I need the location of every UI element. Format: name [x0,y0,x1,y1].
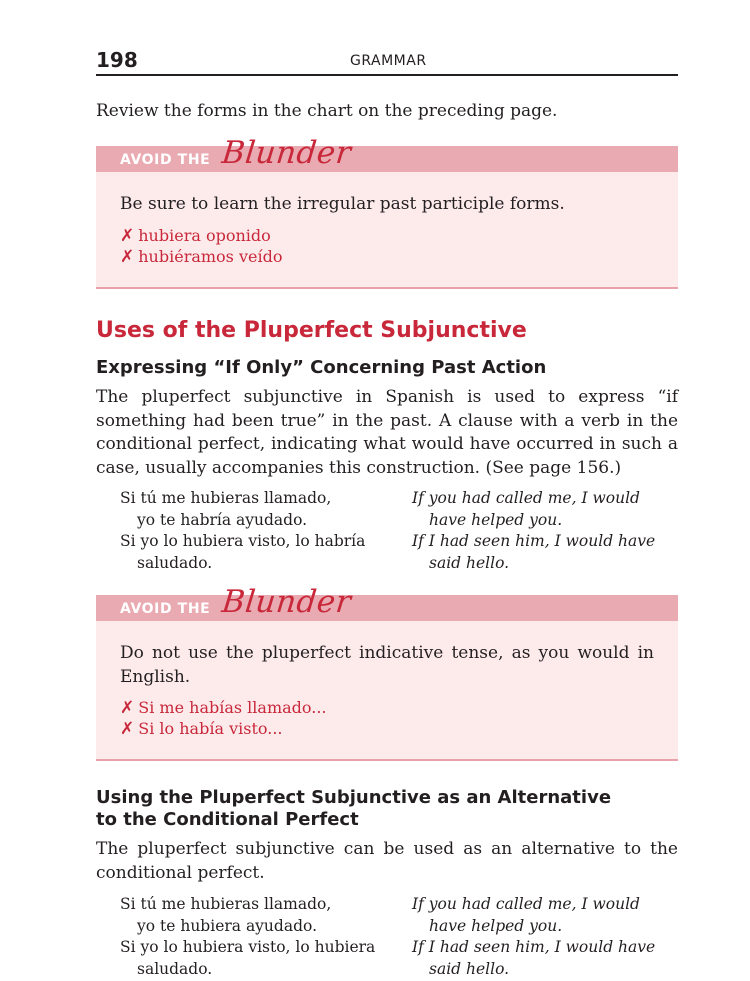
blunder-logo: Blunder [220,135,354,171]
example-english [412,937,678,980]
example-line: said hello. [429,959,510,978]
example-line: saludado. [137,959,213,978]
mistake-text: Si me habías llamado... [138,698,327,717]
example-spanish [120,488,400,531]
subsection-heading-2: Using the Pluperfect Subjunctive as an Alternative to the Conditional Perfect [96,787,612,830]
cross-mark-icon: ✗ [120,719,135,739]
mistake-item [120,226,271,246]
running-head: GRAMMAR [350,53,427,69]
example-english [412,531,678,574]
box-header [96,135,678,172]
example-line: have helped you. [429,510,563,529]
avoid-label: AVOID THE [120,152,211,168]
mistake-item [120,719,282,739]
body-paragraph-2: The pluperfect subjunctive can be used as an alternative to the conditional perfect. [96,839,678,883]
example-line: If you had called me, I would [412,895,640,913]
avoid-blunder-box-2 [96,584,678,761]
box-text: Be sure to learn the irregular past participle forms. [120,194,565,214]
avoid-label: AVOID THE [120,601,211,617]
example-english [412,894,678,937]
example-line: Si tú me hubieras llamado, [120,895,332,913]
blunder-logo: Blunder [220,584,354,620]
mistake-text: Si lo había visto... [138,719,283,738]
page-header [96,46,678,76]
mistake-item [120,247,282,267]
cross-mark-icon: ✗ [120,226,135,246]
example-line: yo te hubiera ayudado. [137,916,317,935]
mistake-text: hubiera oponido [138,226,271,245]
example-spanish [120,894,400,937]
page-number: 198 [96,48,138,72]
mistake-text: hubiéramos veído [138,247,283,266]
box-header [96,584,678,621]
example-spanish [120,531,400,574]
example-line: Si tú me hubieras llamado, [120,489,332,507]
intro-paragraph: Review the forms in the chart on the preceding page. [96,101,558,121]
avoid-blunder-box-1 [96,135,678,289]
example-line: Si yo lo hubiera visto, lo habría [120,532,366,550]
example-english [412,488,678,531]
example-spanish [120,937,400,980]
example-line: saludado. [137,553,213,572]
subsection-heading-1: Expressing “If Only” Concerning Past Action [96,357,547,378]
example-line: If you had called me, I would [412,489,640,507]
section-heading: Uses of the Pluperfect Subjunctive [96,318,527,343]
cross-mark-icon: ✗ [120,247,135,267]
example-line: have helped you. [429,916,563,935]
box-text: Do not use the pluperfect indicative tense, as you would in English. [120,643,654,687]
example-line: yo te habría ayudado. [137,510,308,529]
example-line: said hello. [429,553,510,572]
example-line: Si yo lo hubiera visto, lo hubiera [120,938,376,956]
body-paragraph-1: The pluperfect subjunctive in Spanish is used to express “if something had been true” in the past. A clause with a verb in the conditional perfect, indicating what would have occurred in such a case, usually accompanies this construction. (See page 156.) [96,387,678,478]
cross-mark-icon: ✗ [120,698,135,718]
example-line: If I had seen him, I would have [412,532,656,550]
mistake-item [120,698,327,718]
example-line: If I had seen him, I would have [412,938,656,956]
